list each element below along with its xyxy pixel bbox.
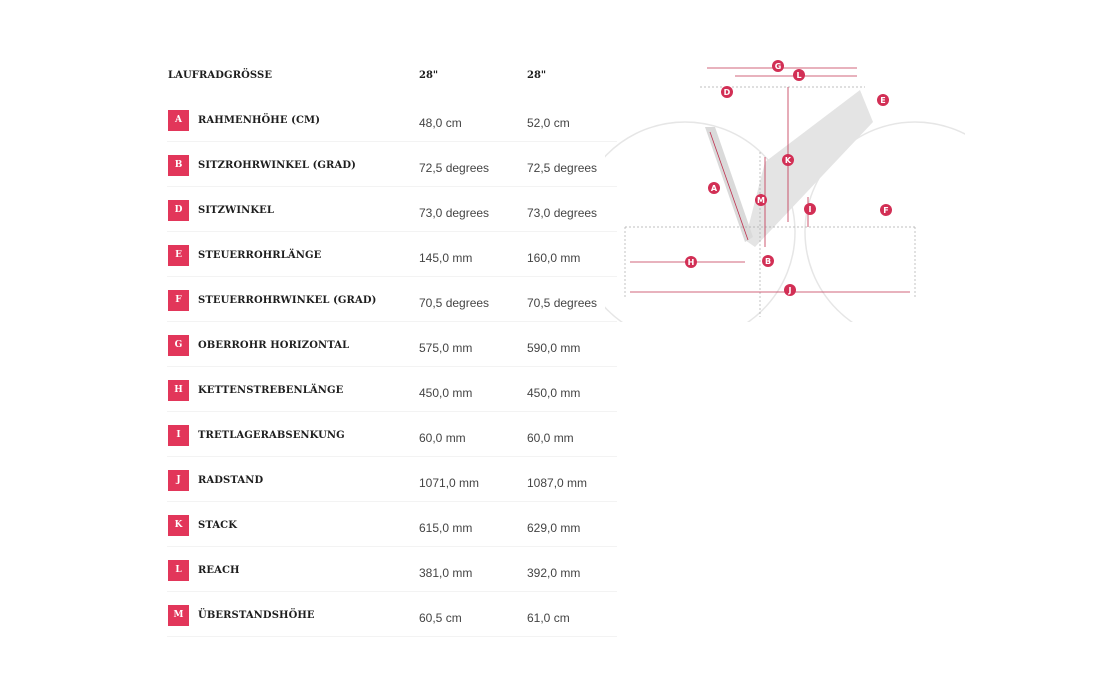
- dimension-label: RADSTAND: [198, 475, 264, 486]
- table-row: [167, 322, 617, 367]
- dimension-value-size-1: 60,0 mm: [419, 431, 466, 445]
- marker-d: [721, 86, 733, 98]
- header-size-1: 28": [419, 70, 439, 81]
- geometry-table: [167, 52, 617, 637]
- table-row: [167, 142, 617, 187]
- marker-k: [782, 154, 794, 166]
- svg-text:D: D: [723, 88, 731, 97]
- dimension-value-size-2: 450,0 mm: [527, 386, 581, 400]
- dimension-value-size-2: 160,0 mm: [527, 251, 581, 265]
- svg-text:L: L: [796, 71, 802, 80]
- table-row: [167, 187, 617, 232]
- dimension-value-size-1: 615,0 mm: [419, 521, 473, 535]
- dimension-letter-badge: F: [168, 290, 189, 311]
- dimension-value-size-2: 629,0 mm: [527, 521, 581, 535]
- marker-g: [772, 60, 784, 72]
- dimension-label: OBERROHR HORIZONTAL: [198, 340, 350, 351]
- table-row: [167, 277, 617, 322]
- table-row: [167, 97, 617, 142]
- dimension-value-size-1: 72,5 degrees: [419, 161, 490, 175]
- svg-text:F: F: [883, 206, 889, 215]
- marker-l: [793, 69, 805, 81]
- svg-text:H: H: [687, 258, 695, 267]
- dimension-letter-badge: M: [168, 605, 189, 626]
- dimension-label: SITZROHRWINKEL (GRAD): [198, 160, 356, 171]
- dimension-label: KETTENSTREBENLÄNGE: [198, 385, 344, 396]
- table-row: [167, 457, 617, 502]
- dimension-letter-badge: B: [168, 155, 189, 176]
- table-body: [167, 97, 617, 637]
- dimension-letter-badge: H: [168, 380, 189, 401]
- dimension-value-size-1: 48,0 cm: [419, 116, 462, 130]
- dimension-value-size-2: 392,0 mm: [527, 566, 581, 580]
- dimension-label: STEUERROHRWINKEL (GRAD): [198, 295, 377, 306]
- marker-h: [685, 256, 697, 268]
- dimension-value-size-1: 70,5 degrees: [419, 296, 490, 310]
- dimension-value-size-2: 52,0 cm: [527, 116, 570, 130]
- table-header-row: [167, 52, 617, 97]
- dimension-letter-badge: A: [168, 110, 189, 131]
- dimension-value-size-2: 1087,0 mm: [527, 476, 588, 490]
- dimension-value-size-1: 381,0 mm: [419, 566, 473, 580]
- dimension-letter-badge: D: [168, 200, 189, 221]
- table-row: [167, 412, 617, 457]
- marker-e: [877, 94, 889, 106]
- dimension-letter-badge: E: [168, 245, 189, 266]
- dimension-value-size-1: 1071,0 mm: [419, 476, 480, 490]
- dimension-label: TRETLAGERABSENKUNG: [198, 430, 345, 441]
- marker-b: [762, 255, 774, 267]
- marker-f: [880, 204, 892, 216]
- svg-text:G: G: [774, 62, 782, 71]
- svg-text:K: K: [784, 156, 792, 165]
- dimension-value-size-1: 145,0 mm: [419, 251, 473, 265]
- dimension-label: ÜBERSTANDSHÖHE: [198, 610, 315, 621]
- marker-i: [804, 203, 816, 215]
- table-row: [167, 502, 617, 547]
- dimension-letter-badge: K: [168, 515, 189, 536]
- header-wheel-size-label: LAUFRADGRÖSSE: [168, 70, 273, 81]
- dimension-value-size-1: 450,0 mm: [419, 386, 473, 400]
- svg-text:J: J: [788, 286, 792, 295]
- table-row: [167, 232, 617, 277]
- marker-j: [784, 284, 796, 296]
- frame-silhouette: [625, 90, 873, 247]
- svg-text:B: B: [764, 257, 772, 266]
- table-row: [167, 367, 617, 412]
- dimension-value-size-1: 60,5 cm: [419, 611, 462, 625]
- marker-a: [708, 182, 720, 194]
- dimension-letter-badge: G: [168, 335, 189, 356]
- dimension-label: STACK: [198, 520, 238, 531]
- svg-text:I: I: [808, 205, 812, 214]
- row-divider: [167, 636, 617, 637]
- dimension-letter-badge: I: [168, 425, 189, 446]
- dimension-value-size-2: 590,0 mm: [527, 341, 581, 355]
- dimension-label: RAHMENHÖHE (CM): [198, 115, 321, 126]
- table-row: [167, 592, 617, 637]
- dimension-value-size-2: 61,0 cm: [527, 611, 570, 625]
- table-row: [167, 547, 617, 592]
- dimension-value-size-2: 60,0 mm: [527, 431, 574, 445]
- svg-text:M: M: [757, 196, 765, 205]
- dimension-value-size-2: 73,0 degrees: [527, 206, 598, 220]
- dimension-value-size-1: 73,0 degrees: [419, 206, 490, 220]
- svg-text:E: E: [880, 96, 886, 105]
- dimension-value-size-1: 575,0 mm: [419, 341, 473, 355]
- dimension-letter-badge: J: [168, 470, 189, 491]
- bike-geometry-diagram: [605, 52, 965, 322]
- header-size-2: 28": [527, 70, 547, 81]
- marker-m: [755, 194, 767, 206]
- dimension-letter-badge: L: [168, 560, 189, 581]
- dimension-value-size-2: 72,5 degrees: [527, 161, 598, 175]
- dimension-label: REACH: [198, 565, 240, 576]
- svg-text:A: A: [710, 184, 718, 193]
- dimension-value-size-2: 70,5 degrees: [527, 296, 598, 310]
- dimension-label: SITZWINKEL: [198, 205, 275, 216]
- dimension-label: STEUERROHRLÄNGE: [198, 250, 322, 261]
